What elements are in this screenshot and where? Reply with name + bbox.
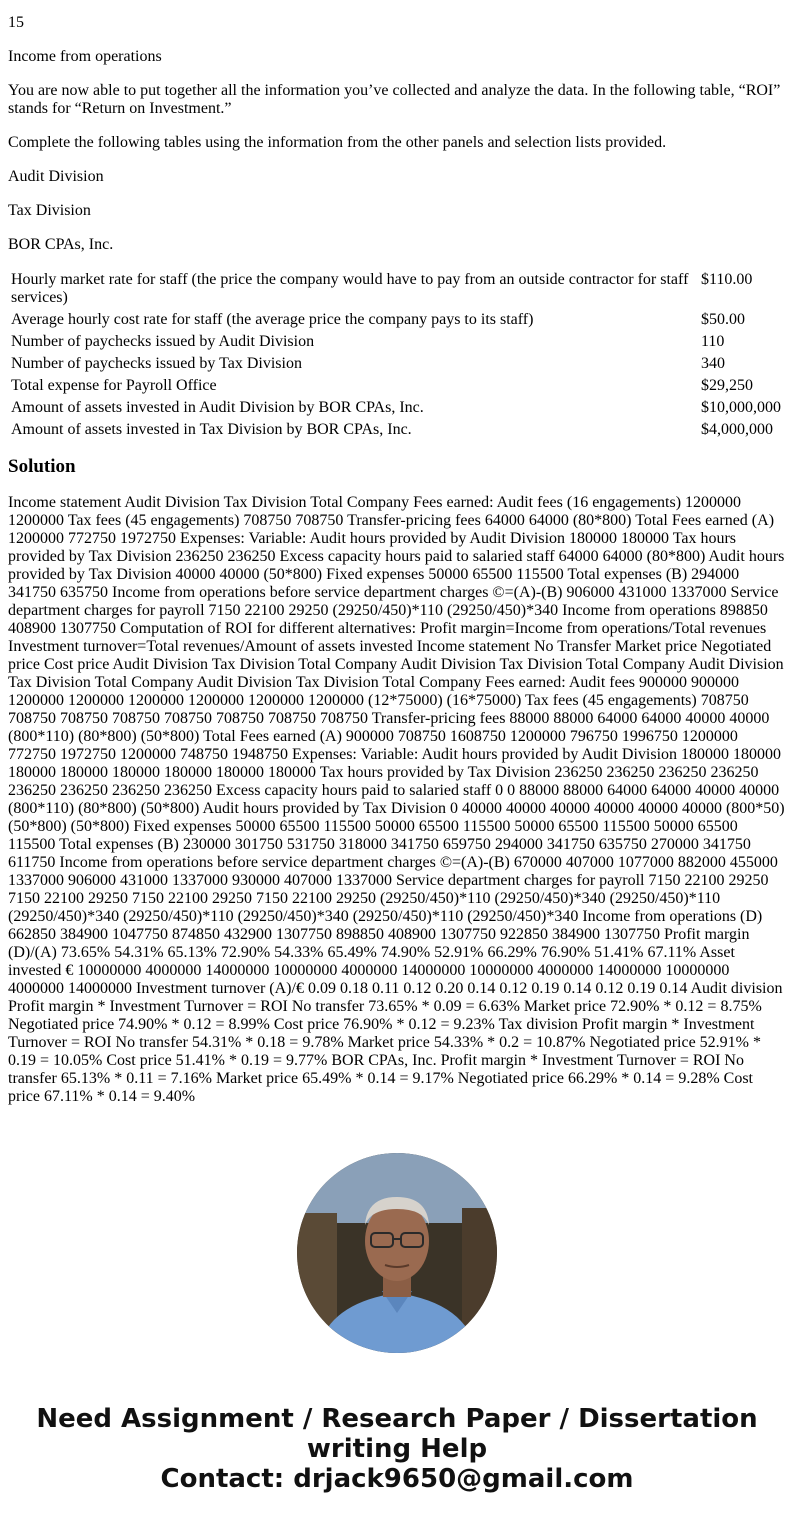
table-row bbox=[10, 332, 784, 352]
footer-line-1: Need Assignment / Research Paper / Dissertation bbox=[36, 1404, 758, 1434]
author-avatar bbox=[297, 1153, 497, 1353]
table-row bbox=[10, 420, 784, 440]
table-row bbox=[10, 354, 784, 374]
table-row bbox=[10, 310, 784, 330]
document-body bbox=[0, 14, 794, 1106]
rates-table bbox=[8, 268, 786, 442]
row-label: Hourly market rate for staff (the price the company would have to pay from an outside contractor for staff services) bbox=[11, 271, 689, 306]
row-label: Number of paychecks issued by Audit Division bbox=[11, 333, 315, 350]
table-row bbox=[10, 376, 784, 396]
row-label: Total expense for Payroll Office bbox=[11, 377, 217, 394]
row-value: $50.00 bbox=[701, 311, 745, 328]
row-label: Amount of assets invested in Tax Division by BOR CPAs, Inc. bbox=[11, 421, 412, 438]
solution-heading: Solution bbox=[8, 456, 76, 477]
problem-number: 15 bbox=[8, 14, 24, 31]
section-title: Income from operations bbox=[8, 48, 162, 65]
tax-division-label: Tax Division bbox=[8, 202, 91, 219]
company-label: BOR CPAs, Inc. bbox=[8, 236, 114, 253]
table-row bbox=[10, 270, 784, 308]
row-value: $110.00 bbox=[701, 271, 753, 288]
row-value: 340 bbox=[701, 355, 725, 372]
instruction-paragraph: Complete the following tables using the information from the other panels and selection lists provided. bbox=[8, 134, 667, 151]
row-value: $10,000,000 bbox=[701, 399, 781, 416]
footer-contact: Contact: drjack9650@gmail.com bbox=[160, 1464, 634, 1494]
row-label: Average hourly cost rate for staff (the average price the company pays to its staff) bbox=[11, 311, 534, 328]
row-label: Number of paychecks issued by Tax Division bbox=[11, 355, 302, 372]
row-value: $29,250 bbox=[701, 377, 753, 394]
footer-banner bbox=[0, 1404, 794, 1494]
avatar-photo bbox=[297, 1153, 497, 1353]
intro-paragraph: You are now able to put together all the information you’ve collected and analyze the data. In the following table, “ROI” stands for “Return on Investment.” bbox=[8, 82, 781, 117]
row-value: 110 bbox=[701, 333, 725, 350]
table-row bbox=[10, 398, 784, 418]
solution-text: Income statement Audit Division Tax Division Total Company Fees earned: Audit fees (16 engagements) 1200000 1200000 Tax fees (45 engagements) 708750 708750 Transfer-pricing fees 64000 64000 (80*800) Total Fees earned (A) 1200000 772750 1972750 Expenses: Variable: Audit hours provided by Audit Division 180000 180000 Tax hours provided by Tax Division 236250 236250 Excess capacity hours paid to salaried staff 64000 64000 (80*800) Audit hours provided by Tax Division 40000 40000 (50*800) Fixed expenses 50000 65500 115500 Total expenses (B) 294000 341750 635750 Income from operations before service department charges ©=(A)-(B) 906000 431000 1337000 Service department charges for payroll 7150 22100 29250 (29250/450)*110 (29250/450)*340 Income from operations 898850 408900 1307750 Computation of ROI for different alternatives: Profit margin=Income from operations/Total revenues Investment turnover=Total revenues/Amount of assets invested Income statement No Transfer Market price Negotiated price Cost price Audit Division Tax Division Total Company Audit Division Tax Division Total Company Audit Division Tax Division Total Company Audit Division Tax Division Total Company Fees earned: Audit fees 900000 900000 1200000 1200000 1200000 1200000 1200000 1200000 (12*75000) (16*75000) Tax fees (45 engagements) 708750 708750 708750 708750 708750 708750 708750 708750 Transfer-pricing fees 88000 88000 64000 64000 40000 40000 (800*110) (80*800) (50*800) Total Fees earned (A) 900000 708750 1608750 1200000 796750 1996750 1200000 772750 1972750 1200000 748750 1948750 Expenses: Variable: Audit hours provided by Audit Division 180000 180000 180000 180000 180000 180000 180000 180000 Tax hours provided by Tax Division 236250 236250 236250 236250 236250 236250 236250 236250 Excess capacity hours paid to salaried staff 0 0 88000 88000 64000 64000 40000 40000 (800*110) (80*800) (50*800) Audit hours provided by Tax Division 0 40000 40000 40000 40000 40000 40000 (800*50) (50*800) (50*800) Fixed expenses 50000 65500 115500 50000 65500 115500 50000 65500 115500 50000 65500 115500 Total expenses (B) 230000 301750 531750 318000 341750 659750 294000 341750 635750 270000 341750 611750 Income from operations before service department charges ©=(A)-(B) 670000 407000 1077000 882000 455000 1337000 906000 431000 1337000 930000 407000 1337000 Service department charges for payroll 7150 22100 29250 7150 22100 29250 7150 22100 29250 7150 22100 29250 (29250/450)*110 (29250/450)*340 (29250/450)*110 (29250/450)*340 (29250/450)*110 (29250/450)*340 (29250/450)*110 (29250/450)*340 Income from operations (D) 662850 384900 1047750 874850 432900 1307750 898850 408900 1307750 922850 384900 1307750 Profit margin (D)/(A) 73.65% 54.31% 65.13% 72.90% 54.33% 65.49% 74.90% 52.91% 66.29% 76.90% 51.41% 67.11% Asset invested € 10000000 4000000 14000000 10000000 4000000 14000000 10000000 4000000 14000000 10000000 4000000 14000000 Investment turnover (A)/€ 0.09 0.18 0.11 0.12 0.20 0.14 0.12 0.19 0.14 0.12 0.19 0.14 Audit division Profit margin * Investment Turnover = ROI No transfer 73.65% * 0.09 = 6.63% Market price 72.90% * 0.12 = 8.75% Negotiated price 74.90% * 0.12 = 8.99% Cost price 76.90% * 0.12 = 9.23% Tax division Profit margin * Investment Turnover = ROI No transfer 54.31% * 0.18 = 9.78% Market price 54.33% * 0.2 = 10.87% Negotiated price 52.91% * 0.19 = 10.05% Cost price 51.41% * 0.19 = 9.77% BOR CPAs, Inc. Profit margin * Investment Turnover = ROI No transfer 65.13% * 0.11 = 7.16% Market price 65.49% * 0.14 = 9.17% Negotiated price 66.29% * 0.14 = 9.28% Cost price 67.11% * 0.14 = 9.40% bbox=[8, 494, 785, 1105]
audit-division-label: Audit Division bbox=[8, 168, 104, 185]
row-label: Amount of assets invested in Audit Division by BOR CPAs, Inc. bbox=[11, 399, 424, 416]
footer-line-2: writing Help bbox=[306, 1434, 488, 1464]
row-value: $4,000,000 bbox=[701, 421, 773, 438]
